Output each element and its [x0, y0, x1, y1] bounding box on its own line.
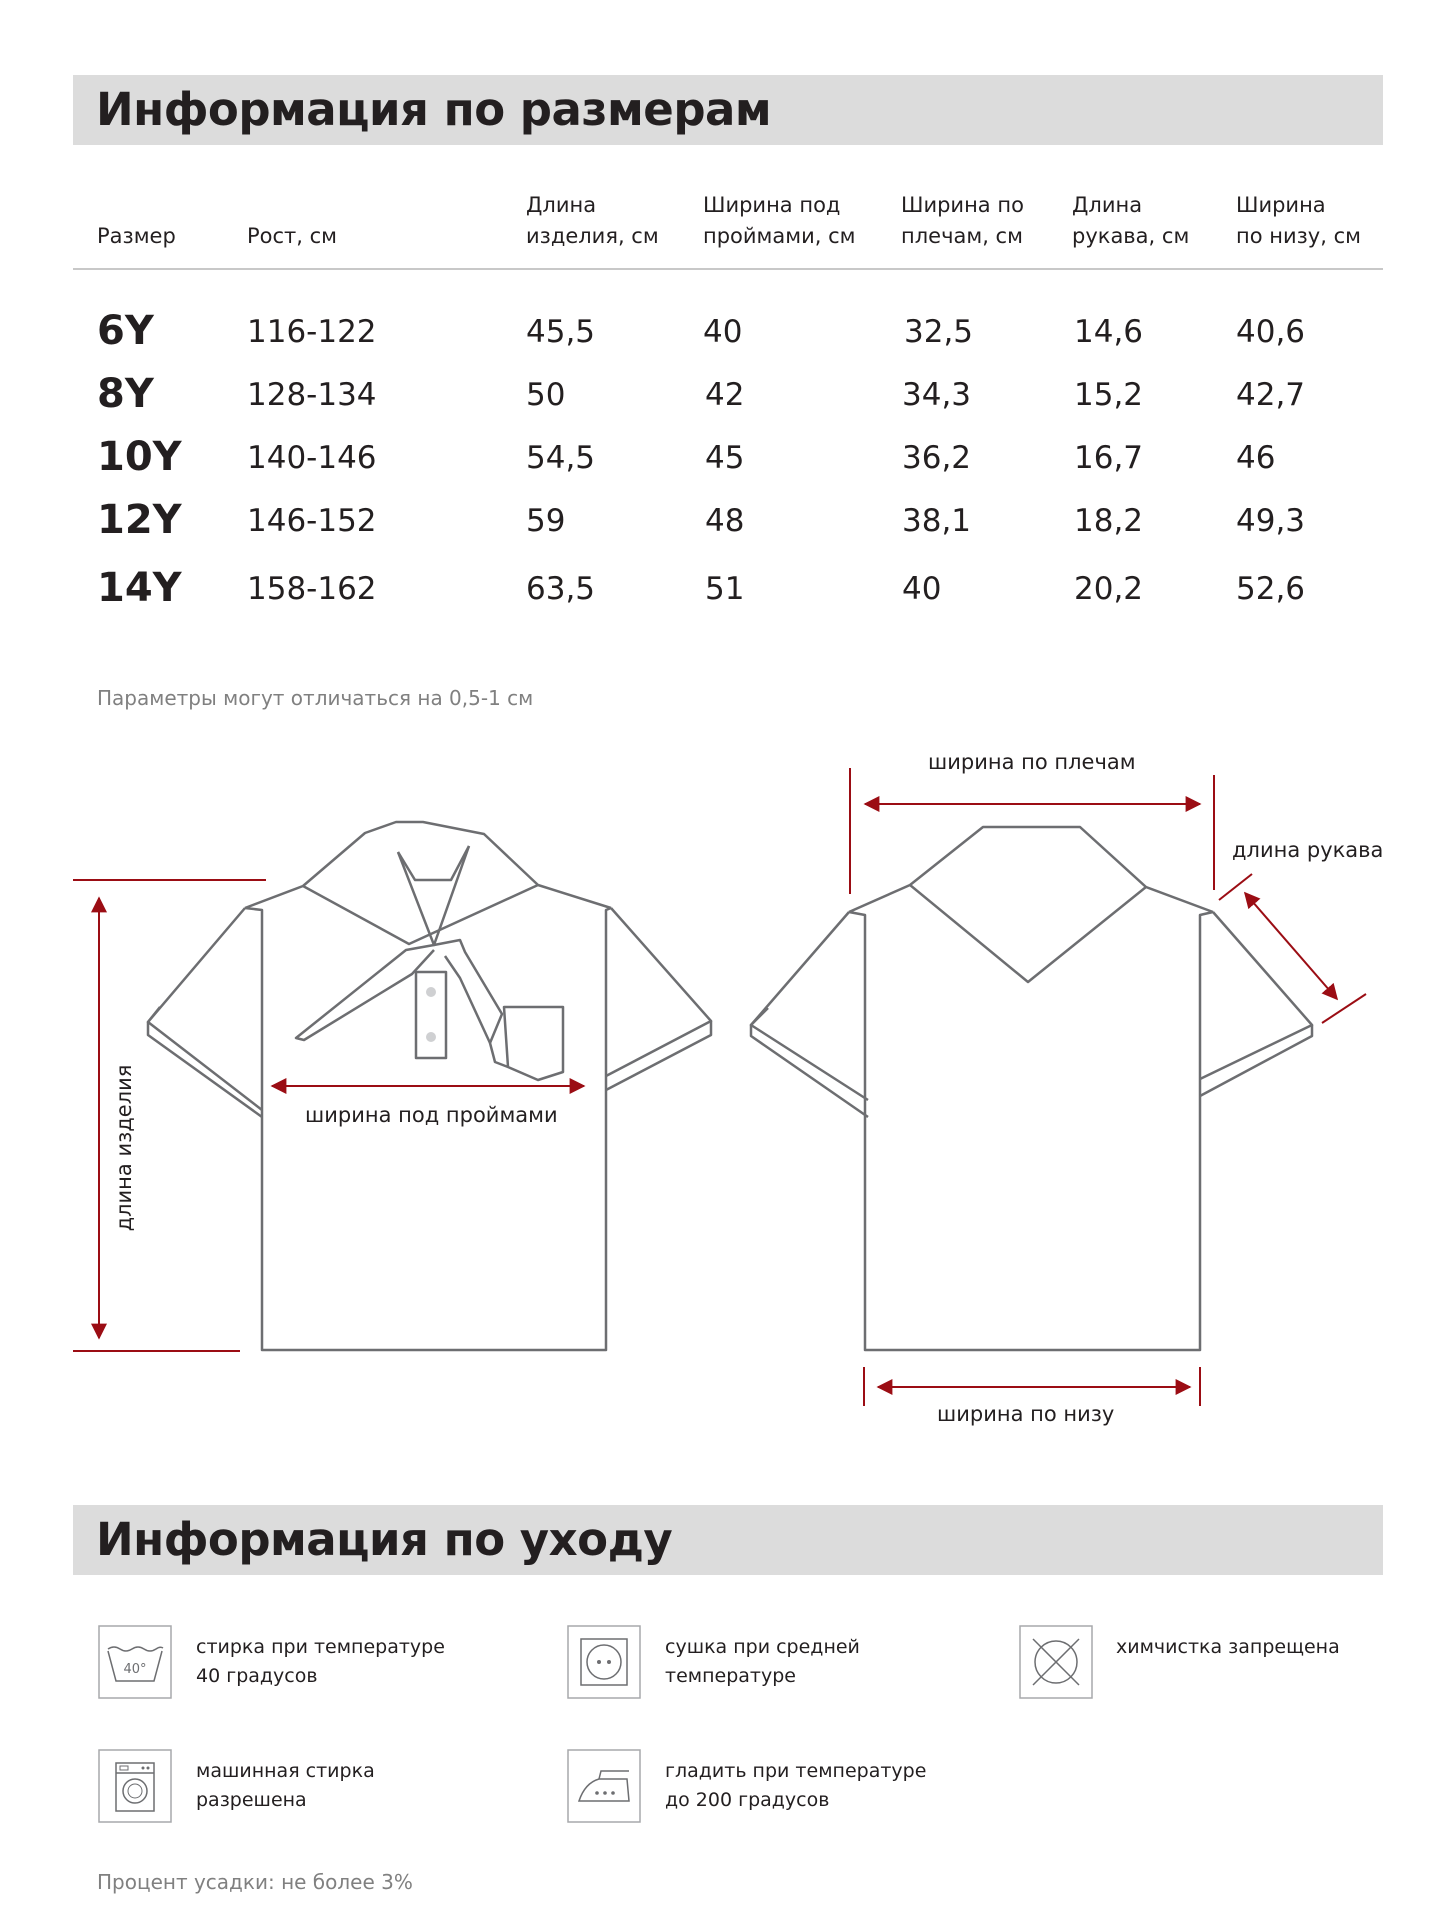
chest-cell: 45: [705, 440, 745, 476]
shoulders-cell: 38,1: [902, 503, 972, 539]
shrinkage-note: Процент усадки: не более 3%: [97, 1870, 413, 1894]
shoulders-cell: 34,3: [902, 377, 972, 413]
label-garment-length: длина изделия: [112, 1064, 136, 1232]
length-cell: 45,5: [526, 314, 596, 350]
col-header-size: Размер: [97, 224, 176, 248]
table-row: [0, 497, 1440, 553]
label-shoulder-width: ширина по плечам: [928, 750, 1136, 774]
shoulders-cell: 32,5: [904, 314, 974, 350]
machine-wash-icon: [98, 1749, 172, 1823]
height-cell: 140-146: [247, 440, 377, 476]
care-item-machine-wash: машинная стирка разрешена: [98, 1749, 518, 1829]
table-row: [0, 308, 1440, 364]
sleeve-cell: 16,7: [1074, 440, 1144, 476]
size-tolerance-note: Параметры могут отличаться на 0,5-1 см: [97, 686, 534, 710]
back-measurements: [850, 768, 1366, 1406]
table-row: [0, 434, 1440, 490]
col-header-sleeve: Длина рукава, см: [1072, 193, 1190, 248]
iron-200-icon: [567, 1749, 641, 1823]
length-cell: 54,5: [526, 440, 596, 476]
size-info-header: [73, 75, 1383, 145]
label-chest-width: ширина под проймами: [305, 1103, 558, 1127]
label-sleeve-length: длина рукава: [1232, 838, 1384, 862]
bottom-cell: 52,6: [1236, 571, 1306, 607]
table-row: [0, 371, 1440, 427]
chest-cell: 48: [705, 503, 745, 539]
col-header-shoulders: Ширина по плечам, см: [901, 193, 1024, 248]
chest-cell: 51: [705, 571, 745, 607]
size-info-title: Информация по размерам: [96, 83, 772, 136]
col-header-length: Длина изделия, см: [526, 193, 659, 248]
care-item-wash: 40° стирка при температуре 40 градусов: [98, 1625, 518, 1705]
col-header-bottom: Ширина по низу, см: [1236, 193, 1361, 248]
sleeve-cell: 20,2: [1074, 571, 1144, 607]
sleeve-cell: 14,6: [1074, 314, 1144, 350]
shoulders-cell: 36,2: [902, 440, 972, 476]
table-row: [0, 565, 1440, 621]
size-cell: 12Y: [97, 497, 182, 543]
size-cell: 6Y: [97, 308, 154, 354]
size-cell: 8Y: [97, 371, 154, 417]
sleeve-cell: 18,2: [1074, 503, 1144, 539]
length-cell: 59: [526, 503, 566, 539]
size-cell: 14Y: [97, 565, 182, 611]
care-item-dry-clean: химчистка запрещена: [1019, 1625, 1439, 1705]
col-header-height: Рост, см: [247, 224, 338, 248]
wash-40-icon: [98, 1625, 172, 1699]
bottom-cell: 46: [1236, 440, 1276, 476]
bottom-cell: 49,3: [1236, 503, 1306, 539]
height-cell: 128-134: [247, 377, 377, 413]
svg-text:40°: 40°: [123, 1662, 147, 1677]
no-dry-clean-icon: [1019, 1625, 1093, 1699]
height-cell: 158-162: [247, 571, 377, 607]
label-bottom-width: ширина по низу: [937, 1402, 1115, 1426]
chest-cell: 40: [703, 314, 743, 350]
col-header-chest: Ширина под проймами, см: [703, 193, 856, 248]
table-divider: [73, 268, 1383, 270]
chest-cell: 42: [705, 377, 745, 413]
sleeve-cell: 15,2: [1074, 377, 1144, 413]
length-cell: 50: [526, 377, 566, 413]
shoulders-cell: 40: [902, 571, 942, 607]
size-cell: 10Y: [97, 434, 182, 480]
care-item-iron: гладить при температуре до 200 градусов: [567, 1749, 987, 1829]
care-item-dry: сушка при средней температуре: [567, 1625, 987, 1705]
garment-measurement-diagram: [0, 740, 1440, 1440]
length-cell: 63,5: [526, 571, 596, 607]
height-cell: 116-122: [247, 314, 377, 350]
tumble-dry-medium-icon: [567, 1625, 641, 1699]
shirt-back-drawing: [751, 827, 1312, 1350]
care-info-header: [73, 1505, 1383, 1575]
height-cell: 146-152: [247, 503, 377, 539]
care-info-title: Информация по уходу: [96, 1513, 673, 1566]
bottom-cell: 42,7: [1236, 377, 1306, 413]
bottom-cell: 40,6: [1236, 314, 1306, 350]
